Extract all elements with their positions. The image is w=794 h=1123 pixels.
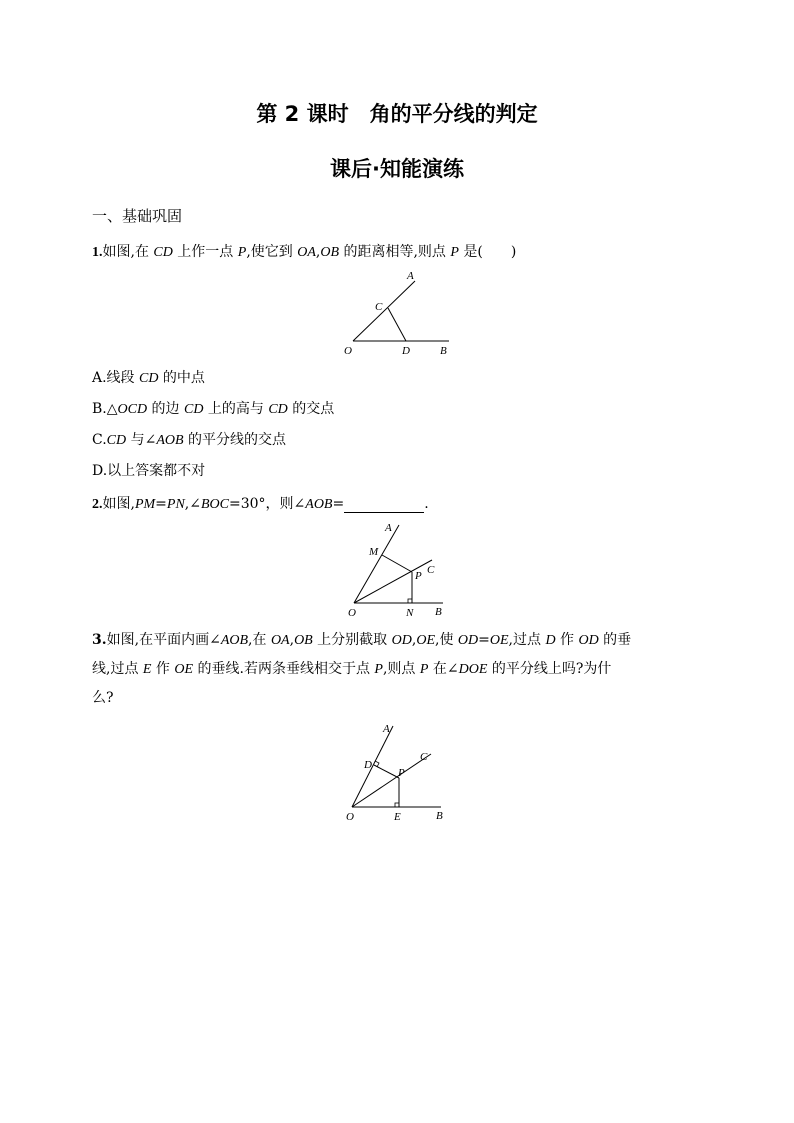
option-a[interactable]: A.线段 CD 的中点 <box>92 370 205 386</box>
question-2-figure <box>340 517 460 622</box>
fig2-label-m: M <box>369 546 379 558</box>
fig1-label-o: O <box>344 345 352 357</box>
fig2-label-n: N <box>406 607 414 619</box>
fig3-label-d: D <box>364 759 372 771</box>
section-heading: 一、基础巩固 <box>92 207 183 225</box>
question-3-figure <box>338 718 458 825</box>
question-2-stem: 2.如图,PM=PN,∠BOC=30°，则∠AOB= . <box>92 496 429 512</box>
fig2-label-a: A <box>385 522 392 534</box>
fig3-label-o: O <box>346 811 354 823</box>
fig3-label-e: E <box>394 811 401 823</box>
option-b[interactable]: B.△OCD 的边 CD 上的高与 CD 的交点 <box>92 401 335 417</box>
lesson-title: 第 2 课时 角的平分线的判定 <box>256 102 538 126</box>
question-3-line-3: 么? <box>92 690 114 706</box>
question-3-number: 3. <box>92 632 107 648</box>
question-1-number: 1. <box>92 245 103 260</box>
question-3-line-1: 3.如图,在平面内画∠AOB,在 OA,OB 上分别截取 OD,OE,使 OD=OE,过点 D 作 OD 的垂 <box>92 632 632 648</box>
fig3-label-b: B <box>436 810 443 822</box>
fig1-label-c: C <box>375 301 383 313</box>
fig2-label-o: O <box>348 607 356 619</box>
fig2-label-p: P <box>415 570 422 582</box>
question-1-stem: 1.如图,在 CD 上作一点 P,使它到 OA,OB 的距离相等,则点 P 是( ) <box>92 244 517 260</box>
fig3-label-a: A <box>383 723 390 735</box>
option-c[interactable]: C.CD 与∠AOB 的平分线的交点 <box>92 432 286 448</box>
fig2-label-b: B <box>435 606 442 618</box>
fig3-label-c: C <box>420 751 428 763</box>
question-1-figure <box>336 263 466 361</box>
question-2-number: 2. <box>92 497 103 512</box>
question-3-line-2: 线,过点 E 作 OE 的垂线.若两条垂线相交于点 P,则点 P 在∠DOE 的平分线上吗?为什 <box>92 661 612 677</box>
question-3-stem <box>92 626 692 713</box>
option-d[interactable]: D.以上答案都不对 <box>92 463 206 479</box>
lesson-subtitle: 课后·知能演练 <box>330 157 464 181</box>
fig3-label-p: P <box>398 767 405 779</box>
fig2-label-c: C <box>427 564 435 576</box>
fig1-label-b: B <box>440 345 447 357</box>
fig1-label-a: A <box>407 270 414 282</box>
fig1-label-d: D <box>402 345 410 357</box>
answer-blank[interactable] <box>344 498 424 513</box>
